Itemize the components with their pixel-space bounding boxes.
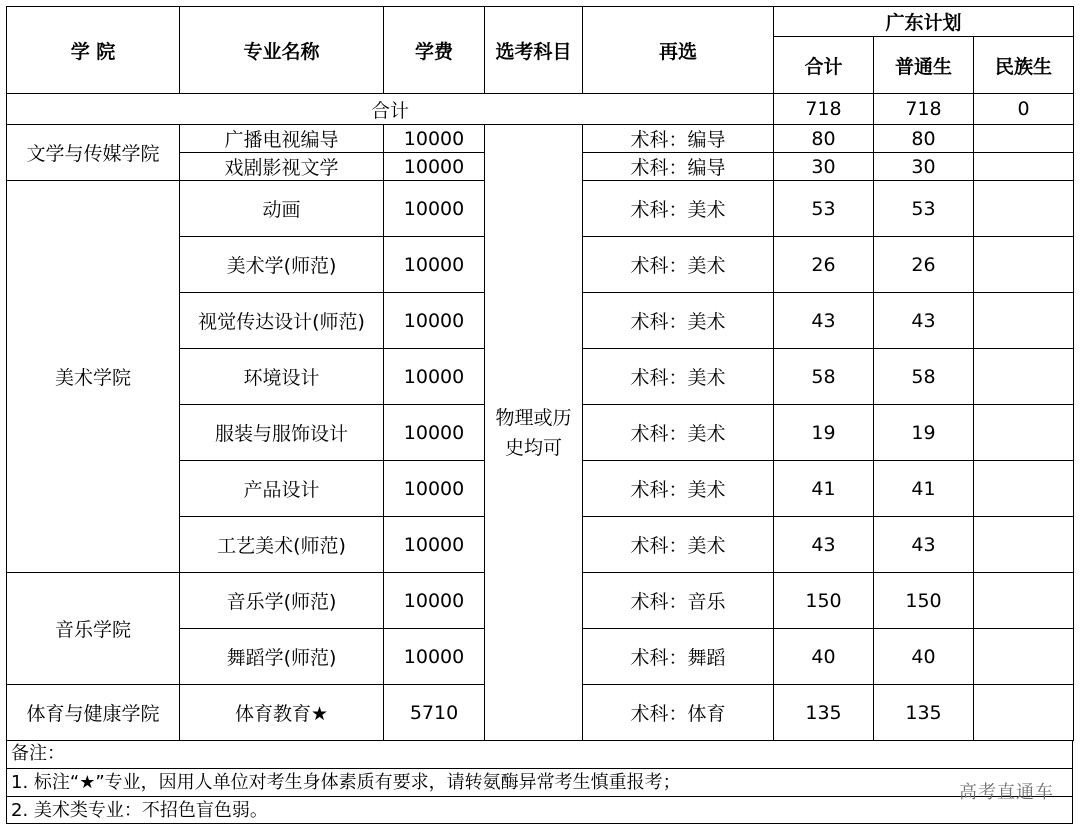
plan-total: 19: [774, 405, 874, 461]
major-name: 环境设计: [180, 349, 384, 405]
reselect: 术科：舞蹈: [583, 629, 774, 685]
plan-ethnic: [974, 125, 1074, 153]
notes-section: [6, 740, 1073, 824]
plan-regular: 53: [874, 181, 974, 237]
header-plan-total: 合计: [774, 37, 874, 94]
plan-total: 40: [774, 629, 874, 685]
reselect: 术科：体育: [583, 685, 774, 741]
reselect: 术科：美术: [583, 293, 774, 349]
plan-total: 53: [774, 181, 874, 237]
header-plan-regular: 普通生: [874, 37, 974, 94]
tuition: 10000: [384, 405, 485, 461]
major-name: 音乐学(师范): [180, 573, 384, 629]
plan-ethnic: [974, 405, 1074, 461]
plan-ethnic: [974, 181, 1074, 237]
college-name: 文学与传媒学院: [7, 125, 180, 181]
plan-regular: 26: [874, 237, 974, 293]
header-reselect: 再选: [583, 7, 774, 94]
watermark: 高考直通车: [959, 782, 1054, 803]
enrollment-plan-table: [6, 6, 1074, 741]
major-name: 服装与服饰设计: [180, 405, 384, 461]
plan-regular: 43: [874, 293, 974, 349]
header-plan-ethnic: 民族生: [974, 37, 1074, 94]
plan-regular: 40: [874, 629, 974, 685]
plan-total: 150: [774, 573, 874, 629]
tuition: 5710: [384, 685, 485, 741]
reselect: 术科：美术: [583, 181, 774, 237]
plan-ethnic: [974, 573, 1074, 629]
plan-total: 43: [774, 517, 874, 573]
plan-total: 41: [774, 461, 874, 517]
major-name: 产品设计: [180, 461, 384, 517]
tuition: 10000: [384, 125, 485, 153]
college-name: 美术学院: [7, 181, 180, 573]
reselect: 术科：音乐: [583, 573, 774, 629]
plan-ethnic: [974, 685, 1074, 741]
tuition: 10000: [384, 629, 485, 685]
header-subjects: 选考科目: [485, 7, 583, 94]
plan-regular: 41: [874, 461, 974, 517]
tuition: 10000: [384, 237, 485, 293]
header-plan-group: 广东计划: [774, 7, 1074, 37]
plan-ethnic: [974, 517, 1074, 573]
plan-regular: 150: [874, 573, 974, 629]
tuition: 10000: [384, 517, 485, 573]
plan-regular: 43: [874, 517, 974, 573]
tuition: 10000: [384, 461, 485, 517]
reselect: 术科：美术: [583, 517, 774, 573]
total-label: 合计: [7, 94, 774, 125]
subject-requirement-text: 物理或历史均可: [495, 406, 572, 459]
plan-regular: 135: [874, 685, 974, 741]
tuition: 10000: [384, 181, 485, 237]
tuition: 10000: [384, 293, 485, 349]
plan-regular: 58: [874, 349, 974, 405]
college-name: 体育与健康学院: [7, 685, 180, 741]
tuition: 10000: [384, 573, 485, 629]
plan-total: 58: [774, 349, 874, 405]
major-name: 美术学(师范): [180, 237, 384, 293]
plan-ethnic: [974, 293, 1074, 349]
reselect: 术科：编导: [583, 153, 774, 181]
plan-total: 30: [774, 153, 874, 181]
total-row: [7, 94, 1074, 125]
subject-requirement: [485, 125, 583, 741]
major-name: 动画: [180, 181, 384, 237]
major-name: 体育教育★: [180, 685, 384, 741]
header-major: 专业名称: [180, 7, 384, 94]
plan-regular: 19: [874, 405, 974, 461]
major-name: 广播电视编导: [180, 125, 384, 153]
header-college: 学 院: [7, 7, 180, 94]
plan-total: 80: [774, 125, 874, 153]
note-item: 1. 标注“★”专业，因用人单位对考生身体素质有要求，请转氨酶异常考生慎重报考；: [7, 768, 1072, 796]
reselect: 术科：美术: [583, 405, 774, 461]
tuition: 10000: [384, 153, 485, 181]
total-count: 718: [774, 94, 874, 125]
table-row: [7, 125, 1074, 153]
major-name: 视觉传达设计(师范): [180, 293, 384, 349]
plan-ethnic: [974, 349, 1074, 405]
plan-regular: 30: [874, 153, 974, 181]
major-name: 戏剧影视文学: [180, 153, 384, 181]
reselect: 术科：编导: [583, 125, 774, 153]
college-name: 音乐学院: [7, 573, 180, 685]
plan-total: 135: [774, 685, 874, 741]
major-name: 舞蹈学(师范): [180, 629, 384, 685]
plan-ethnic: [974, 461, 1074, 517]
reselect: 术科：美术: [583, 349, 774, 405]
notes-heading: 备注：: [11, 743, 65, 764]
major-name: 工艺美术(师范): [180, 517, 384, 573]
reselect: 术科：美术: [583, 237, 774, 293]
reselect: 术科：美术: [583, 461, 774, 517]
plan-ethnic: [974, 153, 1074, 181]
total-regular: 718: [874, 94, 974, 125]
plan-total: 26: [774, 237, 874, 293]
plan-regular: 80: [874, 125, 974, 153]
plan-ethnic: [974, 237, 1074, 293]
total-ethnic: 0: [974, 94, 1074, 125]
header-tuition: 学费: [384, 7, 485, 94]
note-item: 2. 美术类专业：不招色盲色弱。: [7, 796, 1072, 824]
plan-ethnic: [974, 629, 1074, 685]
plan-total: 43: [774, 293, 874, 349]
tuition: 10000: [384, 349, 485, 405]
